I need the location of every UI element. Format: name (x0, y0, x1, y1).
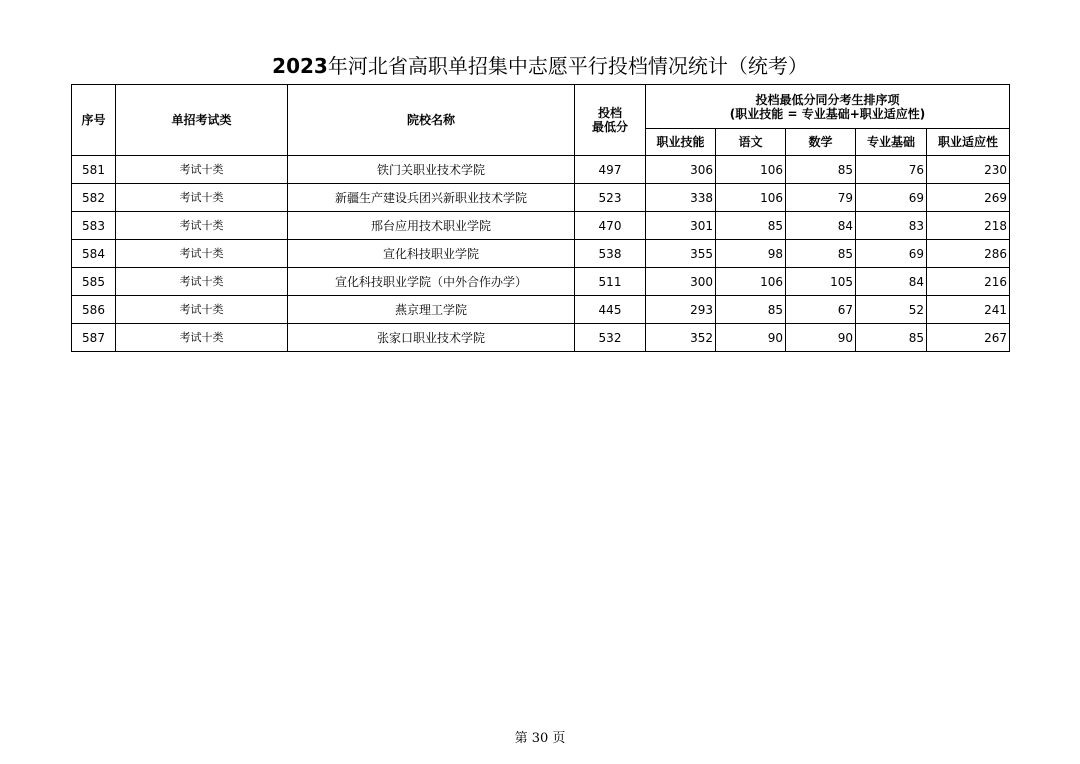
cell-seq: 581 (72, 156, 116, 184)
cell-chinese: 90 (716, 324, 786, 352)
cell-chinese: 106 (716, 268, 786, 296)
cell-math: 90 (786, 324, 856, 352)
cell-aptitude: 216 (927, 268, 1010, 296)
cell-skill: 293 (646, 296, 716, 324)
title-year: 2023 (272, 54, 328, 78)
cell-skill: 300 (646, 268, 716, 296)
cell-seq: 583 (72, 212, 116, 240)
cell-school: 邢台应用技术职业学院 (288, 212, 575, 240)
cell-school: 新疆生产建设兵团兴新职业技术学院 (288, 184, 575, 212)
header-tiebreak-group (646, 85, 1010, 129)
cell-category: 考试十类 (116, 156, 288, 184)
cell-category: 考试十类 (116, 184, 288, 212)
cell-aptitude: 230 (927, 156, 1010, 184)
cell-math: 84 (786, 212, 856, 240)
cell-aptitude: 286 (927, 240, 1010, 268)
table-row (72, 268, 1010, 296)
page-number: 第 30 页 (514, 731, 566, 746)
cell-math: 105 (786, 268, 856, 296)
cell-basic: 84 (856, 268, 927, 296)
header-group-line2: (职业技能 = 专业基础+职业适应性) (729, 106, 926, 121)
cell-min-score: 511 (575, 268, 646, 296)
admission-table (71, 84, 1010, 352)
header-math: 数学 (786, 129, 856, 156)
cell-skill: 338 (646, 184, 716, 212)
header-school: 院校名称 (288, 85, 575, 156)
cell-seq: 585 (72, 268, 116, 296)
cell-aptitude: 269 (927, 184, 1010, 212)
table-row (72, 296, 1010, 324)
cell-category: 考试十类 (116, 212, 288, 240)
cell-aptitude: 218 (927, 212, 1010, 240)
cell-skill: 301 (646, 212, 716, 240)
cell-seq: 587 (72, 324, 116, 352)
header-skill: 职业技能 (646, 129, 716, 156)
cell-min-score: 538 (575, 240, 646, 268)
cell-chinese: 106 (716, 156, 786, 184)
cell-basic: 69 (856, 184, 927, 212)
cell-chinese: 85 (716, 296, 786, 324)
page-title (0, 52, 1080, 80)
header-aptitude: 职业适应性 (927, 129, 1010, 156)
table-row (72, 324, 1010, 352)
cell-category: 考试十类 (116, 324, 288, 352)
cell-school: 宣化科技职业学院 (288, 240, 575, 268)
cell-seq: 584 (72, 240, 116, 268)
cell-category: 考试十类 (116, 296, 288, 324)
cell-math: 67 (786, 296, 856, 324)
cell-basic: 83 (856, 212, 927, 240)
cell-min-score: 523 (575, 184, 646, 212)
cell-category: 考试十类 (116, 240, 288, 268)
cell-min-score: 532 (575, 324, 646, 352)
header-basic: 专业基础 (856, 129, 927, 156)
header-seq: 序号 (72, 85, 116, 156)
table-row (72, 184, 1010, 212)
cell-math: 85 (786, 156, 856, 184)
cell-seq: 582 (72, 184, 116, 212)
cell-basic: 52 (856, 296, 927, 324)
cell-chinese: 98 (716, 240, 786, 268)
header-category: 单招考试类 (116, 85, 288, 156)
cell-skill: 352 (646, 324, 716, 352)
cell-skill: 355 (646, 240, 716, 268)
title-text: 年河北省高职单招集中志愿平行投档情况统计（统考） (327, 54, 808, 78)
header-min-score (575, 85, 646, 156)
cell-school: 铁门关职业技术学院 (288, 156, 575, 184)
cell-chinese: 106 (716, 184, 786, 212)
cell-aptitude: 241 (927, 296, 1010, 324)
cell-basic: 85 (856, 324, 927, 352)
header-group-line1: 投档最低分同分考生排序项 (755, 92, 900, 107)
table-row (72, 156, 1010, 184)
cell-seq: 586 (72, 296, 116, 324)
cell-math: 85 (786, 240, 856, 268)
cell-skill: 306 (646, 156, 716, 184)
cell-school: 燕京理工学院 (288, 296, 575, 324)
cell-math: 79 (786, 184, 856, 212)
cell-basic: 69 (856, 240, 927, 268)
cell-min-score: 445 (575, 296, 646, 324)
cell-school: 张家口职业技术学院 (288, 324, 575, 352)
cell-school: 宣化科技职业学院（中外合作办学） (288, 268, 575, 296)
cell-category: 考试十类 (116, 268, 288, 296)
cell-chinese: 85 (716, 212, 786, 240)
header-chinese: 语文 (716, 129, 786, 156)
cell-basic: 76 (856, 156, 927, 184)
cell-min-score: 470 (575, 212, 646, 240)
cell-min-score: 497 (575, 156, 646, 184)
table-row (72, 212, 1010, 240)
table-row (72, 240, 1010, 268)
cell-aptitude: 267 (927, 324, 1010, 352)
header-min-score-line1: 投档 (597, 106, 622, 120)
header-min-score-line2: 最低分 (591, 120, 628, 134)
